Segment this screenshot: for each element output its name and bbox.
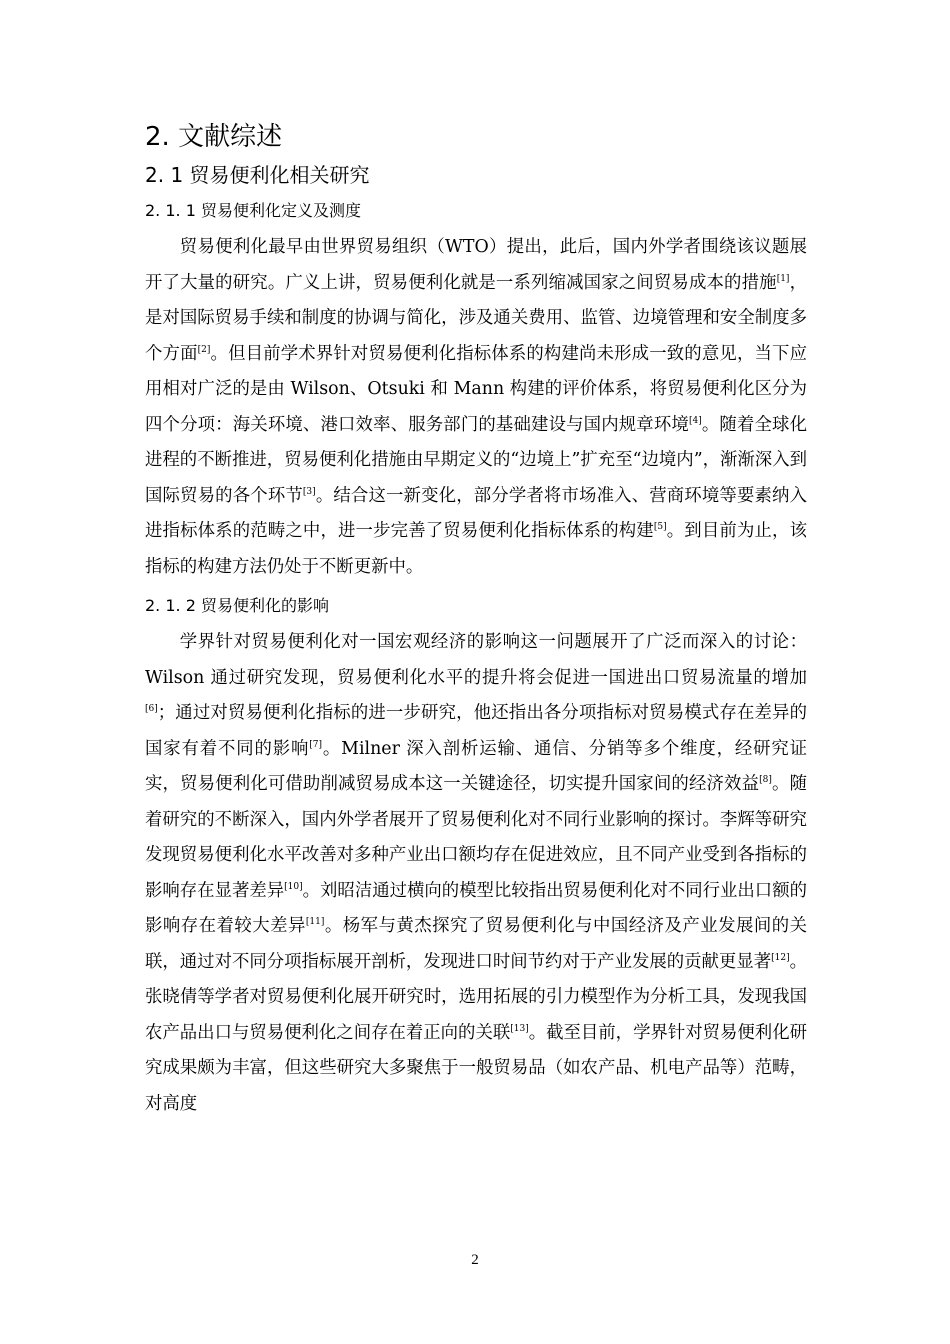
paragraph-text: 贸易便利化最早由世界贸易组织（WTO）提出，此后，国内外学者围绕该议题展开了大量的研究。广义上讲，贸易便利化就是一系列缩减国家之间贸易成本的措施 — [145, 237, 807, 293]
section-heading: 2. 1 贸易便利化相关研究 — [145, 163, 370, 187]
paragraph-text: 。刘昭洁通过横向的模型比较指出贸易便利化对不同行业出口额的影响存在着较大差异 — [145, 880, 807, 936]
paragraph-text: 。截至目前，学界针对贸易便利化研究成果颇为丰富，但这些研究大多聚焦于一般贸易品（如农产品、机电产品等）范畴，对高度 — [145, 1022, 807, 1114]
paragraph-text: 。到目前为止，该指标的构建方法仍处于不断更新中。 — [145, 521, 807, 577]
citation-ref: [4] — [688, 415, 702, 426]
page-content — [145, 118, 807, 1128]
citation-ref: [1] — [776, 273, 790, 284]
paragraph-text: 。结合这一新变化，部分学者将市场准入、营商环境等要素纳入进指标体系的范畴之中，进一步完善了贸易便利化指标体系的构建 — [145, 485, 807, 541]
paragraph-definition — [145, 230, 807, 585]
paragraph-impact — [145, 625, 807, 1122]
subsection-heading-definition: 2. 1. 1 贸易便利化定义及测度 — [145, 201, 361, 220]
citation-ref: [8] — [759, 775, 772, 786]
subsection-heading-impact: 2. 1. 2 贸易便利化的影响 — [145, 596, 329, 615]
paragraph-text: 。杨军与黄杰探究了贸易便利化与中国经济及产业发展间的关联，通过对不同分项指标展开剖析，发现进口时间节约对于产业发展的贡献更显著 — [145, 916, 807, 972]
paragraph-text: 。Milner 深入剖析运输、通信、分销等多个维度，经研究证实，贸易便利化可借助削减贸易成本这一关键途径，切实提升国家间的经济效益 — [145, 738, 807, 794]
citation-ref: [12] — [771, 952, 790, 963]
paragraph-text: 。随着研究的不断深入，国内外学者展开了贸易便利化对不同行业影响的探讨。李辉等研究发现贸易便利化水平改善对多种产业出口额均存在促进效应，且不同产业受到各指标的影响存在显著差异 — [145, 774, 807, 901]
paragraph-text: ；通过对贸易便利化指标的进一步研究，他还指出各分项指标对贸易模式存在差异的国家有着不同的影响 — [145, 703, 807, 759]
citation-ref: [13] — [510, 1023, 529, 1034]
paragraph-text: 。但目前学术界针对贸易便利化指标体系的构建尚未形成一致的意见，当下应用相对广泛的是由 Wilson、Otsuki 和 Mann 构建的评价体系，将贸易便利化区分为四个分项：海关环境、港口效率、服务部门的基础建设与国内规章环境 — [145, 343, 807, 435]
citation-ref: [7] — [309, 739, 323, 750]
paragraph-text: 。张晓倩等学者对贸易便利化展开研究时，选用拓展的引力模型作为分析工具，发现我国农产品出口与贸易便利化之间存在着正向的关联 — [145, 951, 807, 1043]
citation-ref: [11] — [305, 917, 325, 928]
citation-ref: [5] — [653, 522, 667, 533]
paragraph-text: 。随着全球化进程的不断推进，贸易便利化措施由早期定义的“边境上”扩充至“边境内”，渐渐深入到国际贸易的各个环节 — [145, 414, 807, 506]
citation-ref: [10] — [284, 881, 303, 892]
citation-ref: [6] — [145, 704, 158, 715]
chapter-heading: 2. 文献综述 — [145, 122, 283, 152]
paragraph-text: 学界针对贸易便利化对一国宏观经济的影响这一问题展开了广泛而深入的讨论：Wilson 通过研究发现，贸易便利化水平的提升将会促进一国进出口贸易流量的增加 — [145, 632, 807, 688]
citation-ref: [2] — [197, 344, 211, 355]
citation-ref: [3] — [302, 486, 316, 497]
paragraph-text: ，是对国际贸易手续和制度的协调与简化，涉及通关费用、监管、边境管理和安全制度多个方面 — [145, 272, 807, 364]
page-number: 2 — [471, 1252, 479, 1268]
